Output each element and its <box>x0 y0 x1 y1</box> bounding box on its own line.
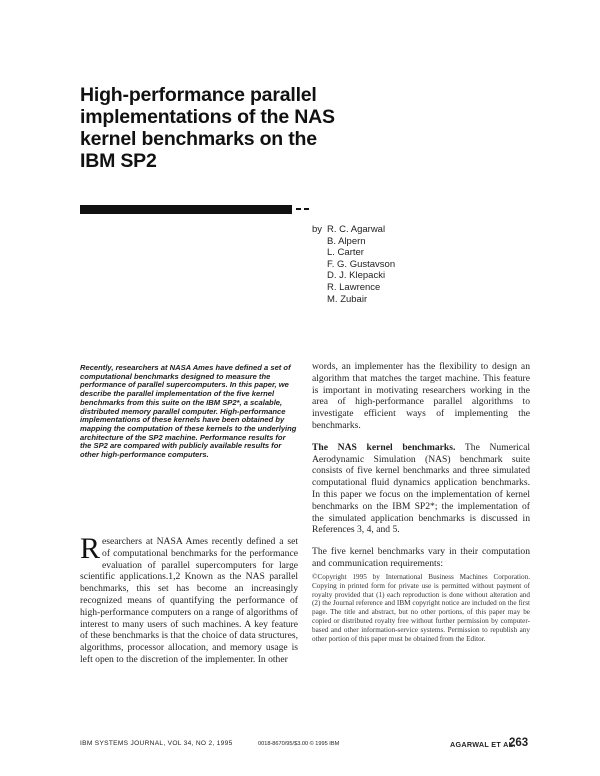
section-text: The Numerical Aerodynamic Simulation (NAS) benchmark suite consists of five kernel benchmarks and three simulated computational fluid dynamics application benchmarks. In this paper we focus on the implementation of kernel benchmarks on the IBM SP2*; the implementation of the simulated application benchmarks is discussed in References 3, 4, and 5. <box>312 441 530 536</box>
author-name: F. G. Gustavson <box>327 258 396 270</box>
author-list <box>327 224 395 305</box>
abstract: Recently, researchers at NASA Ames have defined a set of computational benchmarks designed to measure the performance of parallel supercomputers. In this paper, we describe the parallel implementation of the five kernel benchmarks from this suite on the IBM SP2*, a scalable, distributed memory parallel computer. High-performance implementations of these kernels have been obtained by mapping the computation of these kernels to the underlying architecture of the SP2 machine. Performance results for the SP2 are compared with publicly available results for other high-performance computers. <box>80 363 297 460</box>
drop-cap: R <box>80 532 101 565</box>
right-column <box>312 361 530 580</box>
author-name: R. Lawrence <box>327 281 381 293</box>
author-name: R. C. Agarwal <box>327 224 386 235</box>
page-number: 263 <box>509 737 529 749</box>
section-paragraph <box>312 442 530 536</box>
author-name: B. Alpern <box>327 235 366 247</box>
author-name: L. Carter <box>327 247 364 259</box>
section-heading: The NAS kernel benchmarks. <box>312 441 456 453</box>
author-name: M. Zubair <box>327 293 368 305</box>
kernels-paragraph: The five kernel benchmarks vary in their computation and communication requirements: <box>312 546 530 569</box>
footer-code: 0018-8670/95/$3.00 © 1995 IBM <box>258 741 340 747</box>
author-name: D. J. Klepacki <box>327 270 386 282</box>
continued-paragraph: words, an implementer has the flexibility to design an algorithm that matches the target machine. This feature is important in motivating researchers working in the area of high-performance parallel algorithms to investigate efficient ways of implementing the benchmarks. <box>312 361 530 431</box>
intro-text: esearchers at NASA Ames recently defined a set of computational benchmarks for the performance evaluation of parallel supercomputers for large scientific applications.1,2 Known as the NAS parallel benchmarks, this set has become an increasingly recognized means of quantifying the performance of high-performance computers on a range of algorithms of interest to many users of such machines. A key feature of these benchmarks is that the choice of data structures, algorithms, processor allocation, and memory usage is left open to the discretion of the implementer. In other <box>80 536 298 665</box>
intro-paragraph <box>80 532 298 666</box>
byline-prefix: by <box>312 224 323 235</box>
copyright-notice: ©Copyright 1995 by International Business Machines Corporation. Copying in printed form for private use is permitted without payment of royalty provided that (1) each reproduction is done without alteration and (2) the Journal reference and IBM copyright notice are included on the first page. The title and abstract, but no other portions, of this paper may be copied or distributed royalty free without further permission by computer-based and other information-service systems. Permission to republish any other portion of this paper must be obtained from the Editor. <box>312 573 530 643</box>
article-title: High-performance parallel implementations of the NAS kernel benchmarks on the IBM SP2 <box>80 84 335 172</box>
title-rule-dash <box>304 208 309 210</box>
title-rule-dash <box>296 208 301 210</box>
title-rule <box>80 205 292 214</box>
footer-authors: AGARWAL ET AL. <box>450 740 516 749</box>
footer-journal: IBM SYSTEMS JOURNAL, VOL 34, NO 2, 1995 <box>80 740 233 747</box>
